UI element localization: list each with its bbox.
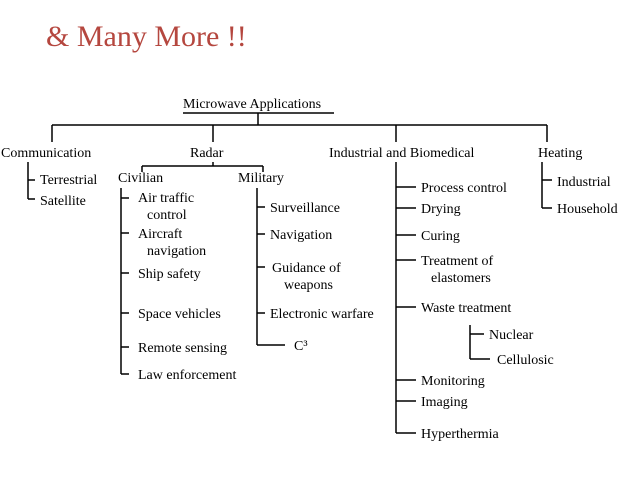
navigation-label: Navigation: [270, 228, 333, 243]
industrial-biomedical-label: Industrial and Biomedical: [329, 146, 475, 161]
guidance-line2: weapons: [284, 278, 333, 293]
guidance-line1: Guidance of: [272, 261, 341, 276]
aircraft-line1: Aircraft: [138, 227, 183, 242]
process-control-label: Process control: [421, 181, 507, 196]
monitoring-label: Monitoring: [421, 374, 485, 389]
industrial-heating-label: Industrial: [557, 175, 611, 190]
household-label: Household: [557, 202, 618, 217]
civilian-label: Civilian: [118, 171, 164, 186]
radar-label: Radar: [190, 146, 224, 161]
treatment-line2: elastomers: [431, 271, 491, 286]
ship-safety-label: Ship safety: [138, 267, 201, 282]
slide-title: & Many More !!: [46, 20, 247, 53]
curing-label: Curing: [421, 229, 460, 244]
hyperthermia-label: Hyperthermia: [421, 427, 499, 442]
c3-label: C³: [294, 339, 308, 354]
satellite-label: Satellite: [40, 194, 86, 209]
aircraft-line2: navigation: [147, 244, 207, 259]
nuclear-label: Nuclear: [489, 328, 534, 343]
root-label: Microwave Applications: [183, 97, 322, 112]
electronic-warfare-label: Electronic warfare: [270, 307, 374, 322]
remote-sensing-label: Remote sensing: [138, 341, 228, 356]
air-traffic-line1: Air traffic: [138, 191, 195, 206]
imaging-label: Imaging: [421, 395, 468, 410]
waste-treatment-label: Waste treatment: [421, 301, 512, 316]
air-traffic-line2: control: [147, 208, 187, 223]
law-enforcement-label: Law enforcement: [138, 368, 237, 383]
cellulosic-label: Cellulosic: [497, 353, 554, 368]
terrestrial-label: Terrestrial: [40, 173, 98, 188]
drying-label: Drying: [421, 202, 461, 217]
treatment-line1: Treatment of: [421, 254, 494, 269]
surveillance-label: Surveillance: [270, 201, 340, 216]
space-vehicles-label: Space vehicles: [138, 307, 221, 322]
heating-label: Heating: [538, 146, 583, 161]
military-label: Military: [238, 171, 284, 186]
communication-label: Communication: [1, 146, 92, 161]
